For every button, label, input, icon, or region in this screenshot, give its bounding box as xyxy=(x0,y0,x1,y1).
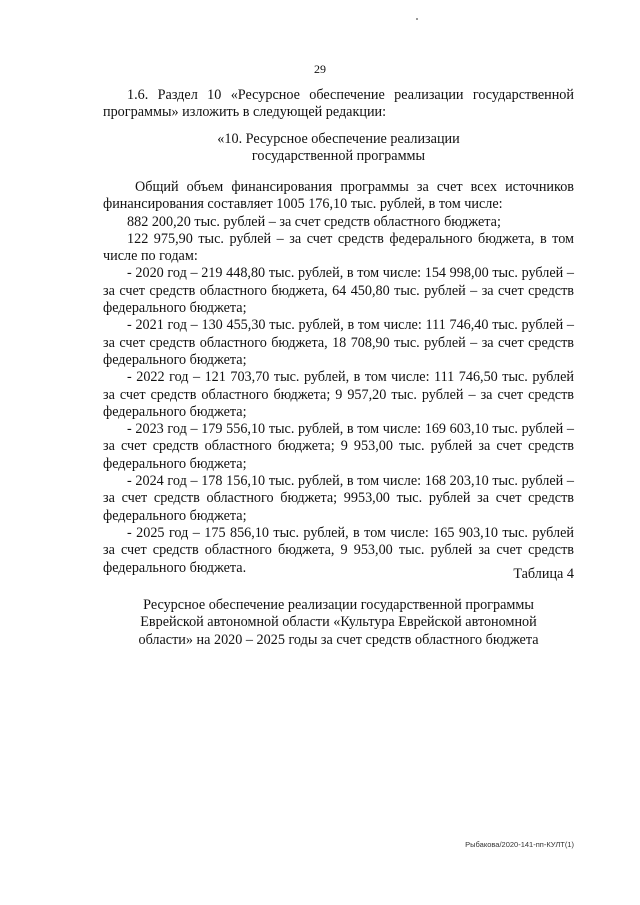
paragraph-year-2023: - 2023 год – 179 556,10 тыс. рублей, в том числе: 169 603,10 тыс. рублей – за счет средств областного бюджета; 9 953,00 тыс. рублей за счет средств федерального бюджета; xyxy=(103,421,574,472)
intro-paragraph: 1.6. Раздел 10 «Ресурсное обеспечение реализации государственной программы» изложить в следующей редакции: xyxy=(103,87,574,121)
financing-body xyxy=(103,179,574,577)
table-title-line2: Еврейской автономной области «Культура Еврейской автономной xyxy=(140,614,537,631)
paragraph-total: Общий объем финансирования программы за счет всех источников финансирования составляет 1005 176,10 тыс. рублей, в том числе: xyxy=(103,179,574,213)
paragraph-year-2021: - 2021 год – 130 455,30 тыс. рублей, в том числе: 111 746,40 тыс. рублей – за счет средств областного бюджета, 18 708,90 тыс. рублей – за счет средств федерального бюджета; xyxy=(103,317,574,368)
paragraph-regional: 882 200,20 тыс. рублей – за счет средств областного бюджета; xyxy=(127,213,501,230)
paragraph-year-2025: - 2025 год – 175 856,10 тыс. рублей, в том числе: 165 903,10 тыс. рублей за счет средств областного бюджета, 9 953,00 тыс. рублей за счет средств федерального бюджета. xyxy=(103,524,574,576)
section-heading xyxy=(103,131,574,166)
table-title-line3: области» на 2020 – 2025 годы за счет средств областного бюджета xyxy=(138,631,539,648)
section-heading-line2: государственной программы xyxy=(251,148,426,165)
table-title xyxy=(103,597,574,649)
section-heading-line1: «10. Ресурсное обеспечение реализации xyxy=(217,131,460,147)
amendment-intro xyxy=(103,87,574,122)
document-footer-code: Рыбакова/2020-141-пп-КУЛТ(1) xyxy=(465,840,574,849)
paragraph-federal: 122 975,90 тыс. рублей – за счет средств федерального бюджета, в том числе по годам: xyxy=(103,230,574,265)
table-label: Таблица 4 xyxy=(513,566,574,582)
paragraph-year-2022: - 2022 год – 121 703,70 тыс. рублей, в том числе: 111 746,50 тыс. рублей за счет средств областного бюджета; 9 957,20 тыс. рублей – за счет средств федерального бюджета; xyxy=(103,369,574,420)
page-number: 29 xyxy=(314,62,326,76)
scan-speck xyxy=(416,18,418,20)
paragraph-year-2024: - 2024 год – 178 156,10 тыс. рублей, в том числе: 168 203,10 тыс. рублей – за счет средств областного бюджета; 9953,00 тыс. рублей за счет средств федерального бюджета; xyxy=(103,473,574,524)
table-title-line1: Ресурсное обеспечение реализации государственной программы xyxy=(143,597,534,613)
paragraph-year-2020: - 2020 год – 219 448,80 тыс. рублей, в том числе: 154 998,00 тыс. рублей – за счет средств областного бюджета, 64 450,80 тыс. рублей – за счет средств федерального бюджета; xyxy=(103,265,574,317)
